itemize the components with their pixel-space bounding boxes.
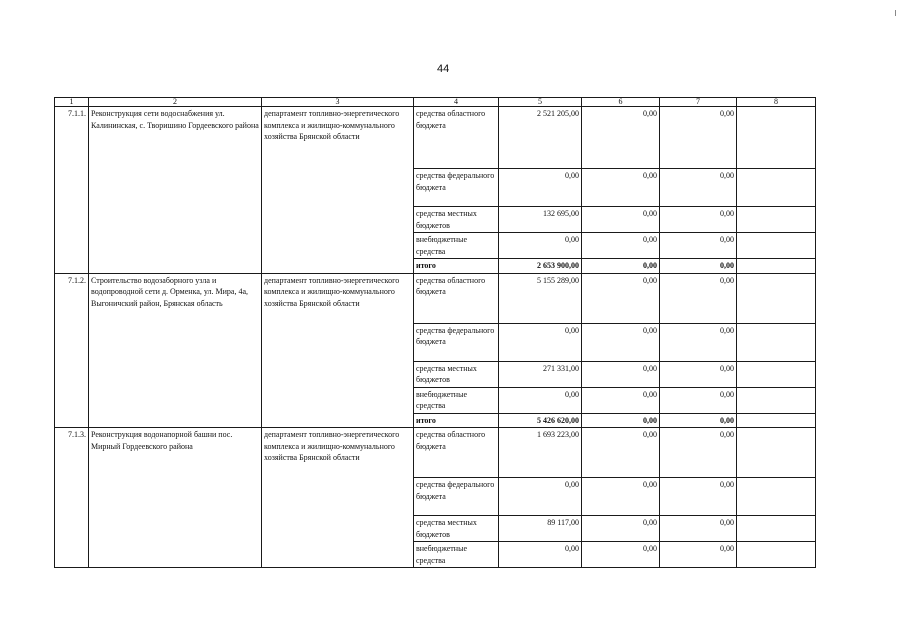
amount-col8 [737,361,816,387]
header-row [55,98,816,107]
amount-col7: 0,00 [660,361,737,387]
amount-col8 [737,542,816,568]
responsible-department: департамент топливно-энергетического комплекса и жилищно-коммунального хозяйства Брянской области [262,107,414,274]
item-code: 7.1.1. [55,107,89,274]
funding-source: средства федерального бюджета [414,323,499,361]
amount-col8 [737,259,816,274]
amount-col6: 0,00 [582,107,660,169]
amount-col7: 0,00 [660,542,737,568]
amount-col8 [737,428,816,478]
funding-source: внебюджетные средства [414,233,499,259]
amount-col6: 0,00 [582,273,660,323]
amount-col6: 0,00 [582,323,660,361]
amount-col7: 0,00 [660,516,737,542]
amount-col5: 5 155 289,00 [499,273,582,323]
amount-col7: 0,00 [660,233,737,259]
amount-col7: 0,00 [660,413,737,428]
amount-col6: 0,00 [582,259,660,274]
funding-source: итого [414,413,499,428]
amount-col5: 132 695,00 [499,207,582,233]
amount-col8 [737,233,816,259]
amount-col5: 0,00 [499,169,582,207]
amount-col7: 0,00 [660,387,737,413]
table-row [55,107,816,169]
item-code: 7.1.3. [55,428,89,568]
amount-col6: 0,00 [582,233,660,259]
responsible-department: департамент топливно-энергетического комплекса и жилищно-коммунального хозяйства Брянской области [262,428,414,568]
header-cell: 1 [55,98,89,107]
amount-col5: 0,00 [499,542,582,568]
project-name: Реконструкция сети водоснабжения ул. Калининская, с. Творишино Гордеевского района [89,107,262,274]
amount-col6: 0,00 [582,478,660,516]
amount-col6: 0,00 [582,387,660,413]
amount-col5: 1 693 223,00 [499,428,582,478]
amount-col6: 0,00 [582,428,660,478]
table-row [55,428,816,478]
header-cell: 7 [660,98,737,107]
amount-col7: 0,00 [660,273,737,323]
funding-source: внебюджетные средства [414,387,499,413]
funding-source: средства областного бюджета [414,107,499,169]
amount-col5: 0,00 [499,233,582,259]
page-number: 44 [437,63,450,75]
project-name: Реконструкция водонапорной башни пос. Мирный Гордеевского района [89,428,262,568]
amount-col8 [737,273,816,323]
amount-col8 [737,413,816,428]
amount-col6: 0,00 [582,207,660,233]
amount-col8 [737,207,816,233]
header-cell: 3 [262,98,414,107]
project-name: Строительство водозаборного узла и водопроводной сети д. Орменка, ул. Мира, 4а, Выгоничский район, Брянская область [89,273,262,428]
amount-col8 [737,478,816,516]
responsible-department: департамент топливно-энергетического комплекса и жилищно-коммунального хозяйства Брянской области [262,273,414,428]
funding-source: итого [414,259,499,274]
amount-col5: 0,00 [499,387,582,413]
table-row [55,273,816,323]
budget-table [54,97,816,568]
amount-col8 [737,323,816,361]
funding-source: средства федерального бюджета [414,478,499,516]
funding-source: средства местных бюджетов [414,361,499,387]
amount-col6: 0,00 [582,413,660,428]
amount-col8 [737,516,816,542]
amount-col7: 0,00 [660,428,737,478]
amount-col6: 0,00 [582,542,660,568]
funding-source: средства местных бюджетов [414,516,499,542]
amount-col5: 0,00 [499,323,582,361]
amount-col6: 0,00 [582,516,660,542]
amount-col7: 0,00 [660,323,737,361]
funding-source: средства федерального бюджета [414,169,499,207]
amount-col5: 0,00 [499,478,582,516]
amount-col7: 0,00 [660,207,737,233]
amount-col5: 2 521 205,00 [499,107,582,169]
amount-col8 [737,107,816,169]
amount-col7: 0,00 [660,169,737,207]
item-code: 7.1.2. [55,273,89,428]
amount-col6: 0,00 [582,169,660,207]
funding-source: внебюджетные средства [414,542,499,568]
funding-source: средства областного бюджета [414,273,499,323]
amount-col5: 5 426 620,00 [499,413,582,428]
funding-source: средства областного бюджета [414,428,499,478]
amount-col5: 271 331,00 [499,361,582,387]
amount-col5: 2 653 900,00 [499,259,582,274]
amount-col5: 89 117,00 [499,516,582,542]
header-cell: 2 [89,98,262,107]
scan-mark [895,10,896,16]
header-cell: 4 [414,98,499,107]
header-cell: 5 [499,98,582,107]
amount-col7: 0,00 [660,107,737,169]
header-cell: 8 [737,98,816,107]
amount-col6: 0,00 [582,361,660,387]
amount-col8 [737,387,816,413]
amount-col7: 0,00 [660,478,737,516]
funding-source: средства местных бюджетов [414,207,499,233]
amount-col7: 0,00 [660,259,737,274]
amount-col8 [737,169,816,207]
header-cell: 6 [582,98,660,107]
